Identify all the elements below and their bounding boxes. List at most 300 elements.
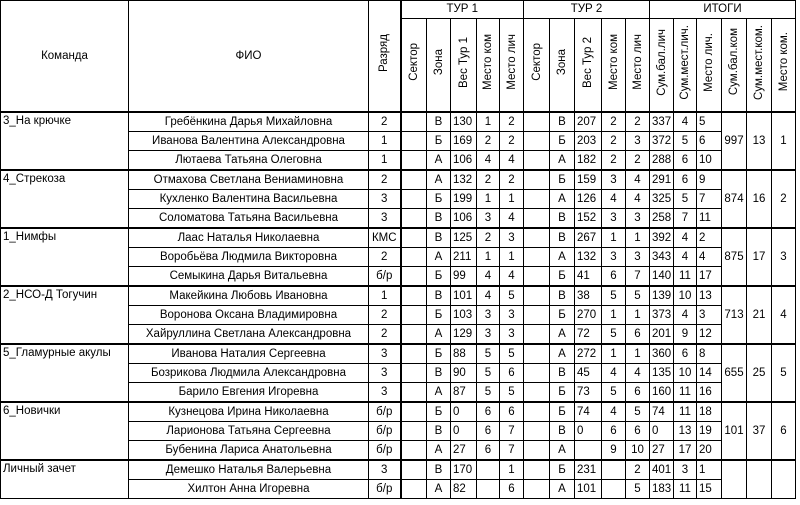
member-fio: Хилтон Анна Игоревна xyxy=(129,480,369,499)
member-place-total: 15 xyxy=(697,480,722,499)
header-row-groups xyxy=(1,1,796,19)
member-sector-2 xyxy=(524,441,550,461)
member-place-team-2: 1 xyxy=(602,228,626,248)
team-name: 5_Гламурные акулы xyxy=(1,344,129,402)
member-sector-2 xyxy=(524,306,550,325)
member-place-pers-2: 7 xyxy=(626,267,650,287)
member-weight-2: 72 xyxy=(575,325,602,345)
member-place-pers-2: 2 xyxy=(626,460,650,480)
member-place-team-1: 3 xyxy=(477,306,500,325)
member-place-team-2: 5 xyxy=(602,325,626,345)
member-weight-2: 74 xyxy=(575,402,602,422)
member-place-team-2: 5 xyxy=(602,383,626,403)
member-zone-1: А xyxy=(427,480,451,499)
header-rank: Разряд xyxy=(369,1,401,113)
member-place-team-2: 1 xyxy=(602,344,626,364)
member-sector-2 xyxy=(524,248,550,267)
member-rank: б/р xyxy=(369,422,401,441)
member-sum-places: 4 xyxy=(674,228,697,248)
member-place-total: 11 xyxy=(697,209,722,229)
member-sum-places: 9 xyxy=(674,325,697,345)
member-zone-1: Б xyxy=(427,267,451,287)
member-weight-2: 38 xyxy=(575,286,602,306)
member-fio: Отмахова Светлана Вениаминовна xyxy=(129,170,369,190)
team-sum-points: 655 xyxy=(722,344,747,402)
member-place-total: 19 xyxy=(697,422,722,441)
member-place-team-1: 5 xyxy=(477,364,500,383)
member-rank: КМС xyxy=(369,228,401,248)
member-sector-1 xyxy=(401,170,427,190)
member-zone-1: А xyxy=(427,325,451,345)
member-place-total: 1 xyxy=(697,460,722,480)
member-sector-2 xyxy=(524,151,550,171)
member-place-total: 4 xyxy=(697,248,722,267)
member-weight-2: 207 xyxy=(575,112,602,132)
header-weight-1: Вес Тур 1 xyxy=(451,19,477,113)
team-place: 5 xyxy=(772,344,796,402)
member-sector-1 xyxy=(401,228,427,248)
member-rank: 2 xyxy=(369,325,401,345)
member-place-pers-1: 4 xyxy=(500,209,524,229)
member-place-team-2: 9 xyxy=(602,441,626,461)
member-sum-places: 11 xyxy=(674,267,697,287)
team-sum-points: 101 xyxy=(722,402,747,460)
member-place-total: 18 xyxy=(697,402,722,422)
member-sum-places: 5 xyxy=(674,132,697,151)
member-place-team-1: 2 xyxy=(477,228,500,248)
member-place-team-1: 1 xyxy=(477,248,500,267)
member-weight-2: 101 xyxy=(575,480,602,499)
member-weight-1: 103 xyxy=(451,306,477,325)
member-place-pers-2: 5 xyxy=(626,402,650,422)
team-name: 3_На крючке xyxy=(1,112,129,170)
member-rank: б/р xyxy=(369,480,401,499)
member-place-pers-2: 5 xyxy=(626,480,650,499)
member-place-team-2: 3 xyxy=(602,170,626,190)
member-sector-1 xyxy=(401,151,427,171)
member-weight-2: 41 xyxy=(575,267,602,287)
member-zone-1: Б xyxy=(427,190,451,209)
member-place-team-2: 4 xyxy=(602,190,626,209)
member-fio: Иванова Валентина Александровна xyxy=(129,132,369,151)
member-sector-2 xyxy=(524,190,550,209)
member-place-pers-2: 6 xyxy=(626,422,650,441)
member-place-pers-2: 1 xyxy=(626,306,650,325)
member-sector-1 xyxy=(401,480,427,499)
member-place-pers-2: 2 xyxy=(626,112,650,132)
member-zone-1: А xyxy=(427,248,451,267)
member-zone-2: Б xyxy=(550,383,575,403)
member-rank: 3 xyxy=(369,460,401,480)
member-sum-points: 135 xyxy=(650,364,674,383)
member-sector-2 xyxy=(524,383,550,403)
team-sum-points: 997 xyxy=(722,112,747,170)
header-sum-points-team: Сум.бал.ком xyxy=(722,19,747,113)
member-place-total: 17 xyxy=(697,267,722,287)
member-zone-2: А xyxy=(550,344,575,364)
member-rank: 2 xyxy=(369,170,401,190)
header-sector-1: Сектор xyxy=(401,19,427,113)
member-sector-2 xyxy=(524,402,550,422)
member-sector-1 xyxy=(401,441,427,461)
member-weight-2: 152 xyxy=(575,209,602,229)
member-place-team-2: 2 xyxy=(602,151,626,171)
team-name: 1_Нимфы xyxy=(1,228,129,286)
member-zone-2: В xyxy=(550,286,575,306)
member-sum-points: 139 xyxy=(650,286,674,306)
member-sector-2 xyxy=(524,480,550,499)
member-weight-1: 106 xyxy=(451,209,477,229)
member-fio: Семыкина Дарья Витальевна xyxy=(129,267,369,287)
team-sum-places: 13 xyxy=(747,112,772,170)
member-place-pers-1: 4 xyxy=(500,267,524,287)
member-weight-1: 132 xyxy=(451,170,477,190)
member-place-total: 7 xyxy=(697,190,722,209)
member-zone-2: Б xyxy=(550,460,575,480)
member-sum-places: 11 xyxy=(674,402,697,422)
team-place: 6 xyxy=(772,402,796,460)
member-zone-2: А xyxy=(550,325,575,345)
member-sector-1 xyxy=(401,325,427,345)
member-zone-1: Б xyxy=(427,402,451,422)
member-sum-points: 360 xyxy=(650,344,674,364)
member-fio: Бозрикова Людмила Александровна xyxy=(129,364,369,383)
member-zone-2: Б xyxy=(550,267,575,287)
member-sector-2 xyxy=(524,460,550,480)
member-sum-points: 140 xyxy=(650,267,674,287)
member-place-pers-1: 3 xyxy=(500,306,524,325)
member-weight-2: 270 xyxy=(575,306,602,325)
team-sum-points: 875 xyxy=(722,228,747,286)
member-rank: б/р xyxy=(369,267,401,287)
member-weight-1: 27 xyxy=(451,441,477,461)
member-fio: Соломатова Татьяна Васильевна xyxy=(129,209,369,229)
member-place-team-2: 2 xyxy=(602,112,626,132)
header-tour1: ТУР 1 xyxy=(401,1,524,19)
member-place-total: 3 xyxy=(697,306,722,325)
member-zone-1: А xyxy=(427,383,451,403)
member-weight-1: 0 xyxy=(451,402,477,422)
member-sector-1 xyxy=(401,248,427,267)
member-zone-2: В xyxy=(550,209,575,229)
member-zone-1: Б xyxy=(427,344,451,364)
member-place-total: 2 xyxy=(697,228,722,248)
header-zone-1: Зона xyxy=(427,19,451,113)
member-place-pers-1: 5 xyxy=(500,286,524,306)
header-zone-2: Зона xyxy=(550,19,575,113)
member-place-pers-1: 6 xyxy=(500,480,524,499)
member-fio: Макейкина Любовь Ивановна xyxy=(129,286,369,306)
team-place: 2 xyxy=(772,170,796,228)
member-zone-2: А xyxy=(550,441,575,461)
member-place-pers-2: 1 xyxy=(626,344,650,364)
member-place-team-2: 6 xyxy=(602,267,626,287)
member-fio: Барило Евгения Игоревна xyxy=(129,383,369,403)
team-name: 4_Стрекоза xyxy=(1,170,129,228)
member-sector-1 xyxy=(401,402,427,422)
member-place-pers-1: 6 xyxy=(500,402,524,422)
member-sector-1 xyxy=(401,209,427,229)
member-place-total: 16 xyxy=(697,383,722,403)
member-sector-2 xyxy=(524,422,550,441)
member-sum-points: 288 xyxy=(650,151,674,171)
member-place-team-1: 5 xyxy=(477,383,500,403)
member-weight-2: 231 xyxy=(575,460,602,480)
member-place-pers-1: 6 xyxy=(500,364,524,383)
member-place-pers-1: 1 xyxy=(500,460,524,480)
member-sum-places: 6 xyxy=(674,344,697,364)
member-sector-2 xyxy=(524,286,550,306)
member-sum-places: 6 xyxy=(674,151,697,171)
member-sum-places: 4 xyxy=(674,306,697,325)
member-weight-2: 182 xyxy=(575,151,602,171)
member-rank: 3 xyxy=(369,190,401,209)
member-zone-1: В xyxy=(427,460,451,480)
member-sector-1 xyxy=(401,422,427,441)
member-place-pers-2: 3 xyxy=(626,248,650,267)
member-place-team-1: 4 xyxy=(477,151,500,171)
team-sum-places: 25 xyxy=(747,344,772,402)
member-sum-points: 0 xyxy=(650,422,674,441)
member-weight-2: 73 xyxy=(575,383,602,403)
member-sum-places: 3 xyxy=(674,460,697,480)
member-weight-2: 267 xyxy=(575,228,602,248)
member-sector-2 xyxy=(524,364,550,383)
member-zone-2: В xyxy=(550,112,575,132)
member-zone-2: В xyxy=(550,422,575,441)
member-weight-1: 101 xyxy=(451,286,477,306)
member-place-total: 8 xyxy=(697,344,722,364)
member-fio: Кузнецова Ирина Николаевна xyxy=(129,402,369,422)
member-sector-1 xyxy=(401,460,427,480)
member-sum-points: 373 xyxy=(650,306,674,325)
member-rank: б/р xyxy=(369,441,401,461)
member-zone-2: Б xyxy=(550,306,575,325)
member-place-team-1: 6 xyxy=(477,441,500,461)
member-zone-1: Б xyxy=(427,306,451,325)
member-place-team-1: 1 xyxy=(477,190,500,209)
member-zone-2: А xyxy=(550,151,575,171)
team-sum-places: 21 xyxy=(747,286,772,344)
member-sum-places: 4 xyxy=(674,112,697,132)
member-zone-1: В xyxy=(427,364,451,383)
team-place: 1 xyxy=(772,112,796,170)
team-place: 4 xyxy=(772,286,796,344)
member-weight-1: 211 xyxy=(451,248,477,267)
member-fio: Воронова Оксана Владимировна xyxy=(129,306,369,325)
member-sum-places: 13 xyxy=(674,422,697,441)
member-rank: 3 xyxy=(369,344,401,364)
member-place-team-2 xyxy=(602,480,626,499)
member-place-pers-1: 1 xyxy=(500,190,524,209)
member-place-team-1: 2 xyxy=(477,132,500,151)
member-rank: 3 xyxy=(369,364,401,383)
member-fio: Лаас Наталья Николаевна xyxy=(129,228,369,248)
member-sum-points: 74 xyxy=(650,402,674,422)
member-sector-2 xyxy=(524,112,550,132)
member-place-team-2: 2 xyxy=(602,132,626,151)
team-sum-points: 874 xyxy=(722,170,747,228)
team-sum-places: 17 xyxy=(747,228,772,286)
member-fio: Бубенина Лариса Анатольевна xyxy=(129,441,369,461)
member-place-pers-1: 3 xyxy=(500,228,524,248)
member-sum-points: 27 xyxy=(650,441,674,461)
table-row xyxy=(1,344,796,364)
member-sector-2 xyxy=(524,344,550,364)
member-fio: Лютаева Татьяна Олеговна xyxy=(129,151,369,171)
member-place-pers-1: 2 xyxy=(500,112,524,132)
member-zone-1: В xyxy=(427,209,451,229)
member-zone-2: А xyxy=(550,190,575,209)
member-sector-2 xyxy=(524,228,550,248)
member-zone-2: А xyxy=(550,248,575,267)
member-place-pers-2: 2 xyxy=(626,151,650,171)
member-place-team-1: 5 xyxy=(477,344,500,364)
member-weight-1: 90 xyxy=(451,364,477,383)
member-weight-1: 170 xyxy=(451,460,477,480)
member-sum-points: 337 xyxy=(650,112,674,132)
member-sum-places: 11 xyxy=(674,480,697,499)
member-fio: Гребёнкина Дарья Михайловна xyxy=(129,112,369,132)
member-place-pers-1: 4 xyxy=(500,151,524,171)
member-zone-1: А xyxy=(427,151,451,171)
header-place-pers-2: Место лич xyxy=(626,19,650,113)
member-sum-places: 11 xyxy=(674,383,697,403)
member-weight-1: 129 xyxy=(451,325,477,345)
header-sector-2: Сектор xyxy=(524,19,550,113)
member-weight-2: 45 xyxy=(575,364,602,383)
header-totals: ИТОГИ xyxy=(650,1,796,19)
header-place-pers-total: Место лич. xyxy=(697,19,722,113)
member-place-total: 13 xyxy=(697,286,722,306)
member-sector-1 xyxy=(401,306,427,325)
member-rank: 1 xyxy=(369,151,401,171)
header-place-team-2: Место ком xyxy=(602,19,626,113)
member-sum-points: 392 xyxy=(650,228,674,248)
member-sum-points: 325 xyxy=(650,190,674,209)
member-zone-1: А xyxy=(427,441,451,461)
member-sum-places: 17 xyxy=(674,441,697,461)
team-sum-places xyxy=(747,460,772,499)
member-sum-points: 258 xyxy=(650,209,674,229)
member-place-pers-1: 7 xyxy=(500,422,524,441)
header-sum-places-team: Сум.мест.ком. xyxy=(747,19,772,113)
member-zone-1: В xyxy=(427,112,451,132)
member-place-team-2: 6 xyxy=(602,422,626,441)
team-place xyxy=(772,460,796,499)
member-sum-places: 10 xyxy=(674,364,697,383)
member-sum-places: 5 xyxy=(674,190,697,209)
member-weight-1: 88 xyxy=(451,344,477,364)
member-sector-1 xyxy=(401,190,427,209)
member-weight-2: 272 xyxy=(575,344,602,364)
member-place-pers-1: 3 xyxy=(500,325,524,345)
member-zone-1: В xyxy=(427,228,451,248)
header-place-team-total: Место ком. xyxy=(772,19,796,113)
team-sum-places: 37 xyxy=(747,402,772,460)
member-place-team-1: 3 xyxy=(477,209,500,229)
header-fio: ФИО xyxy=(129,1,369,113)
member-place-total: 14 xyxy=(697,364,722,383)
member-place-team-2: 3 xyxy=(602,209,626,229)
member-weight-1: 199 xyxy=(451,190,477,209)
member-sector-2 xyxy=(524,267,550,287)
member-place-pers-2: 5 xyxy=(626,286,650,306)
member-place-total: 5 xyxy=(697,112,722,132)
member-rank: 2 xyxy=(369,112,401,132)
member-place-pers-1: 7 xyxy=(500,441,524,461)
member-sum-points: 291 xyxy=(650,170,674,190)
member-zone-1: А xyxy=(427,170,451,190)
member-place-pers-2: 4 xyxy=(626,364,650,383)
member-place-team-2: 5 xyxy=(602,286,626,306)
member-place-team-1: 3 xyxy=(477,325,500,345)
table-row xyxy=(1,170,796,190)
member-rank: 2 xyxy=(369,248,401,267)
member-place-team-1: 4 xyxy=(477,286,500,306)
member-rank: б/р xyxy=(369,402,401,422)
member-sector-1 xyxy=(401,132,427,151)
member-weight-2: 203 xyxy=(575,132,602,151)
member-place-total: 20 xyxy=(697,441,722,461)
member-zone-2: А xyxy=(550,480,575,499)
member-sum-places: 6 xyxy=(674,170,697,190)
member-sum-places: 7 xyxy=(674,209,697,229)
member-place-pers-2: 6 xyxy=(626,383,650,403)
member-zone-2: В xyxy=(550,228,575,248)
member-place-pers-1: 1 xyxy=(500,248,524,267)
member-zone-1: В xyxy=(427,286,451,306)
member-weight-2: 132 xyxy=(575,248,602,267)
member-fio: Ларионова Татьяна Сергеевна xyxy=(129,422,369,441)
member-sum-points: 183 xyxy=(650,480,674,499)
member-place-team-2: 1 xyxy=(602,306,626,325)
member-zone-1: В xyxy=(427,422,451,441)
member-place-pers-1: 5 xyxy=(500,383,524,403)
table-row xyxy=(1,228,796,248)
member-sector-1 xyxy=(401,383,427,403)
member-place-team-1: 6 xyxy=(477,422,500,441)
member-weight-1: 169 xyxy=(451,132,477,151)
member-zone-2: В xyxy=(550,364,575,383)
member-sector-2 xyxy=(524,132,550,151)
team-sum-places: 16 xyxy=(747,170,772,228)
member-place-total: 6 xyxy=(697,132,722,151)
table-row xyxy=(1,286,796,306)
member-sum-places: 4 xyxy=(674,248,697,267)
member-place-pers-2: 3 xyxy=(626,209,650,229)
member-place-team-2: 4 xyxy=(602,364,626,383)
member-place-team-1 xyxy=(477,460,500,480)
member-sector-2 xyxy=(524,209,550,229)
member-weight-1: 130 xyxy=(451,112,477,132)
member-rank: 2 xyxy=(369,306,401,325)
member-place-total: 12 xyxy=(697,325,722,345)
member-place-pers-2: 6 xyxy=(626,325,650,345)
member-place-pers-2: 4 xyxy=(626,190,650,209)
member-weight-2 xyxy=(575,441,602,461)
member-sum-points: 160 xyxy=(650,383,674,403)
table-row xyxy=(1,460,796,480)
member-rank: 1 xyxy=(369,132,401,151)
member-zone-2: Б xyxy=(550,170,575,190)
team-sum-points xyxy=(722,460,747,499)
header-weight-2: Вес Тур 2 xyxy=(575,19,602,113)
member-sector-1 xyxy=(401,344,427,364)
member-sum-points: 201 xyxy=(650,325,674,345)
member-weight-1: 125 xyxy=(451,228,477,248)
member-place-team-1: 1 xyxy=(477,112,500,132)
